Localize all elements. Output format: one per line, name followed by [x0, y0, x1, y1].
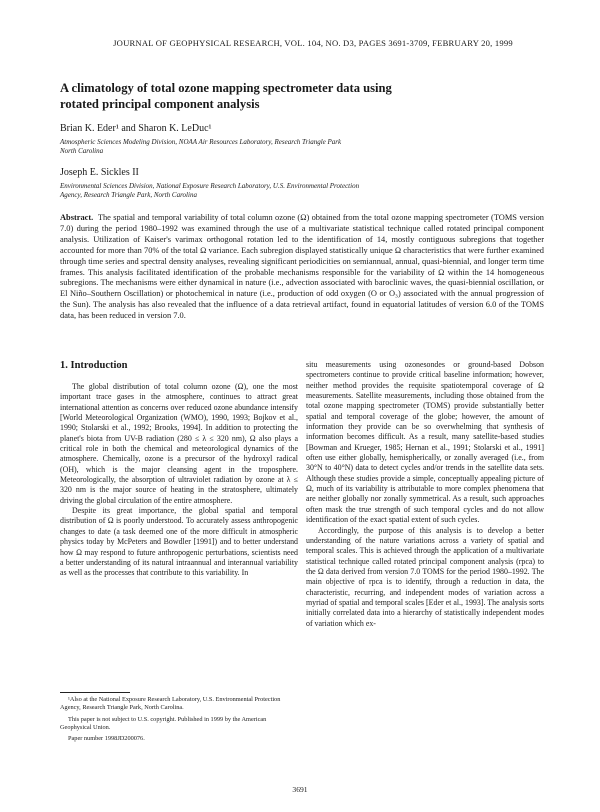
author-line-1: Brian K. Eder¹ and Sharon K. LeDuc¹	[60, 123, 212, 134]
affiliation-1-line-1: Atmospheric Sciences Modeling Division, NOAA Air Resources Laboratory, Research Triangle Park	[60, 138, 342, 146]
abstract-label: Abstract.	[60, 213, 94, 222]
affiliation-2-line-2: Agency, Research Triangle Park, North Carolina	[60, 191, 197, 199]
right-column	[306, 360, 544, 629]
footnotes	[60, 696, 298, 746]
author-line-2: Joseph E. Sickles II	[60, 167, 139, 178]
footnote-rule	[60, 692, 130, 693]
article-title	[60, 80, 530, 112]
journal-header: JOURNAL OF GEOPHYSICAL RESEARCH, VOL. 104, NO. D3, PAGES 3691-3709, FEBRUARY 20, 1999	[113, 38, 513, 48]
footnote-paper-number: Paper number 1998JD200076.	[68, 735, 145, 743]
left-paragraph-2: Despite its great importance, the global spatial and temporal distribution of Ω is poorly understood. To accurately assess anthropogenic changes to date (a task deemed one of the more difficult in atmospheric physics today by McPeters and Bowdler [1991]) and to better understand how Ω may respond to future anthropogenic perturbations, scientists need a better understanding of its natural intraannual and interannual variability as well as the processes that contribute to this variability. In	[60, 506, 298, 578]
right-paragraph-1: situ measurements using ozonesondes or ground-based Dobson spectrometers continue to provide critical baseline information; however, neither method provides the requisite spatiotemporal coverage of Ω measurements. Satellite measurements, including those obtained from the total ozone mapping spectrometer (TOMS) provide substantially better spatial and temporal coverage of the globe; however, the amount of information they provide can be so overwhelming that synthesis of information becomes difficult. As a result, many satellite-based studies [Bowman and Krueger, 1985; Hernan et al., 1991; Stolarski et al., 1991] often use either globally, hemispherically, or zonally averaged (i.e., from 30°N to 40°N) data to detect cycles and/or trends in the satellite data sets. Although these studies provide a simple, conceptually appealing picture of Ω, much of its variability is attributable to more complex phenomena that are neither globally nor zonally symmetrical. As a result, such approaches often mask the true strength of such temporal cycles and do not allow identification of the exact spatial extent of such cycles.	[306, 360, 544, 525]
title-line-2: rotated principal component analysis	[60, 97, 260, 111]
affiliation-1	[60, 138, 530, 156]
affiliation-2	[60, 182, 530, 200]
left-column	[60, 382, 298, 579]
section-heading: 1. Introduction	[60, 360, 128, 371]
affiliation-2-line-1: Environmental Sciences Division, National Exposure Research Laboratory, U.S. Environmental Protection	[60, 182, 360, 190]
footnote-copyright: This paper is not subject to U.S. copyright. Published in 1999 by the American Geophysical Union.	[60, 715, 267, 731]
right-paragraph-2: Accordingly, the purpose of this analysis is to develop a better understanding of the nature variations across a variety of spatial and temporal scales. This is achieved through the application of a multivariate statistical technique called rotated principal component analysis (rpca) to the Ω data derived from version 7.0 TOMS for the period 1980–1992. The main objective of rpca is to identify, through a reduction in data, the characteristic, recurring, and independent modes of variation across a myriad of spatial and temporal scales [Eder et al., 1993]. The analysis sorts initially correlated data into a hierarchy of statistically independent modes of variation which ex-	[306, 525, 544, 628]
left-paragraph-1: The global distribution of total column ozone (Ω), one the most important trace gases in the atmosphere, continues to attract great international attention as concerns over reduced ozone abundance intensify [World Meteorological Organization (WMO), 1990, 1993; Bojkov et al., 1990; Stolarski et al., 1992; Brooks, 1994]. In addition to protecting the planet's biota from UV-B radiation (280 ≤ λ ≤ 320 nm), Ω also plays a critical role in both the chemical and meteorological dynamics of the atmosphere. Chemically, ozone is a precursor of the hydroxyl radical (OH), which is the major cleansing agent in the troposphere. Meteorologically, the absorption of ultraviolet radiation by ozone at λ ≤ 320 nm is the major source of heating in the stratosphere, ultimately driving the global circulation of the entire atmosphere.	[60, 382, 298, 505]
page-number: 3691	[292, 785, 308, 794]
affiliation-1-line-2: North Carolina	[60, 147, 104, 155]
abstract-text: The spatial and temporal variability of total column ozone (Ω) obtained from the total ozone mapping spectrometer (TOMS version 7.0) during the period 1980–1992 was examined through the use of a multivariate statistical technique called rotated principal component analysis. Utilization of Kaiser's varimax orthogonal rotation led to the identification of 14, mostly contiguous subregions that together accounted for more than 70% of the total Ω variance. Each subregion displayed statistically unique Ω characteristics that were further examined through time series and spectral density analyses, revealing significant periodicities on semiannual, annual, quasi-biennial, and longer term time frames. This analysis facilitated identification of the probable mechanisms responsible for the variability of Ω within the 14 homogeneous subregions. The mechanisms were either dynamical in nature (i.e., advection associated with baroclinic waves, the quasi-biennial oscillation, or El Niño–Southern Oscillation) or photochemical in nature (i.e., production of odd oxygen (O or O₃) associated with the annual progression of the Sun). The analysis has also revealed that the influence of a data retrieval artifact, found in equatorial latitudes of version 6.0 of the TOMS data, has been reduced in version 7.0.	[60, 213, 544, 321]
title-line-1: A climatology of total ozone mapping spectrometer data using	[60, 81, 392, 95]
abstract	[60, 213, 544, 322]
footnote-affiliation: ¹Also at the National Exposure Research Laboratory, U.S. Environmental Protection Agency, Research Triangle Park, North Carolina.	[60, 696, 281, 712]
